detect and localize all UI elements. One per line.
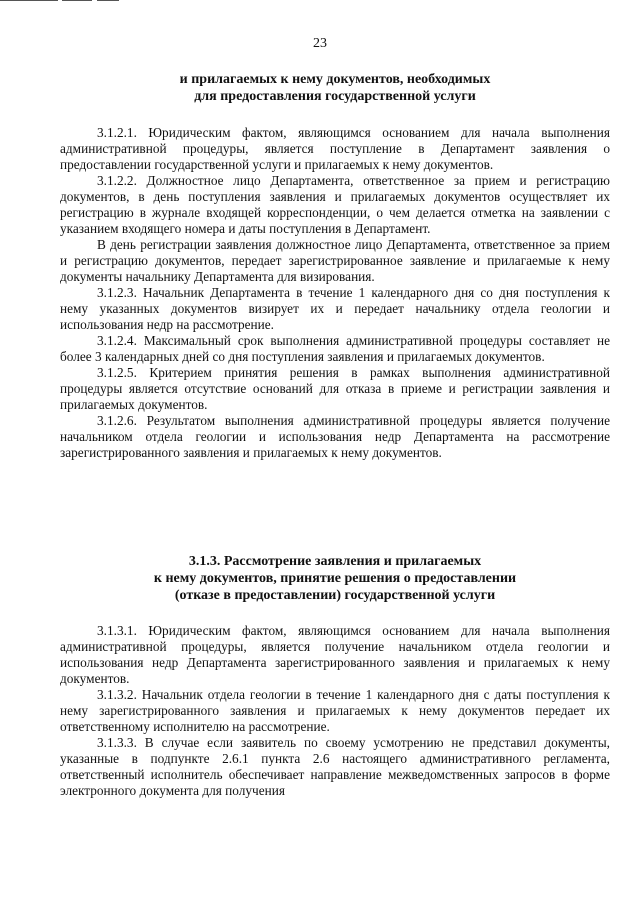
body-text-section-3-1-3 <box>60 623 610 799</box>
paragraph: 3.1.2.1. Юридическим фактом, являющимся основанием для начала выполнения административной процедуры, является поступление в Департамент заявления о предоставлении государственной услуги и прилагаемых к нему документов. <box>60 125 610 172</box>
section-heading-3-1-3 <box>60 553 610 604</box>
heading-line: 3.1.3. Рассмотрение заявления и прилагаемых <box>188 554 482 569</box>
paragraph: 3.1.2.3. Начальник Департамента в течение 1 календарного дня со дня поступления к нему указанных документов визирует их и передает начальнику отдела геологии и использования недр на рассмотрение. <box>60 285 610 332</box>
page-number: 23 <box>313 36 327 51</box>
heading-line: и прилагаемых к нему документов, необходимых <box>179 72 491 87</box>
heading-line: (отказе в предоставлении) государственной услуги <box>174 588 496 603</box>
paragraph: 3.1.2.2. Должностное лицо Департамента, ответственное за прием и регистрацию документов, в день поступления заявления и прилагаемых документов осуществляет их регистрацию в журнале входящей корреспонденции, о чем делается отметка на заявлении с указанием входящего номера и даты поступления в Департамент. <box>60 173 610 236</box>
heading-line: к нему документов, принятие решения о предоставлении <box>153 571 517 586</box>
heading-line: для предоставления государственной услуги <box>194 89 476 104</box>
body-text-section-3-1-2 <box>60 125 610 461</box>
section-heading-continuation <box>60 71 610 105</box>
paragraph: 3.1.2.5. Критерием принятия решения в рамках выполнения административной процедуры является отсутствие оснований для отказа в приеме и регистрации заявления и прилагаемых документов. <box>60 365 610 412</box>
scan-marks <box>0 0 140 3</box>
paragraph: 3.1.2.6. Результатом выполнения административной процедуры является получение начальником отдела геологии и использования недр Департамента на рассмотрение зарегистрированного заявления и прилагаемых к нему документов. <box>60 413 610 460</box>
paragraph: 3.1.2.4. Максимальный срок выполнения административной процедуры составляет не более 3 календарных дней со дня поступления заявления и прилагаемых документов. <box>60 333 610 364</box>
paragraph: 3.1.3.2. Начальник отдела геологии в течение 1 календарного дня с даты поступления к нему зарегистрированного заявления и прилагаемых к нему документов передает их ответственному исполнителю на рассмотрение. <box>60 687 610 734</box>
paragraph: 3.1.3.3. В случае если заявитель по своему усмотрению не представил документы, указанные в подпункте 2.6.1 пункта 2.6 настоящего административного регламента, ответственный исполнитель обеспечивает направление межведомственных запросов в форме электронного документа для получения <box>60 735 610 798</box>
paragraph: В день регистрации заявления должностное лицо Департамента, ответственное за прием и регистрацию документов, передает зарегистрированное заявление и прилагаемые к нему документы начальнику Департамента для визирования. <box>60 237 610 284</box>
paragraph: 3.1.3.1. Юридическим фактом, являющимся основанием для начала выполнения административной процедуры, является получение начальником отдела геологии и использования недр Департамента зарегистрированного заявления и прилагаемых к нему документов. <box>60 623 610 686</box>
